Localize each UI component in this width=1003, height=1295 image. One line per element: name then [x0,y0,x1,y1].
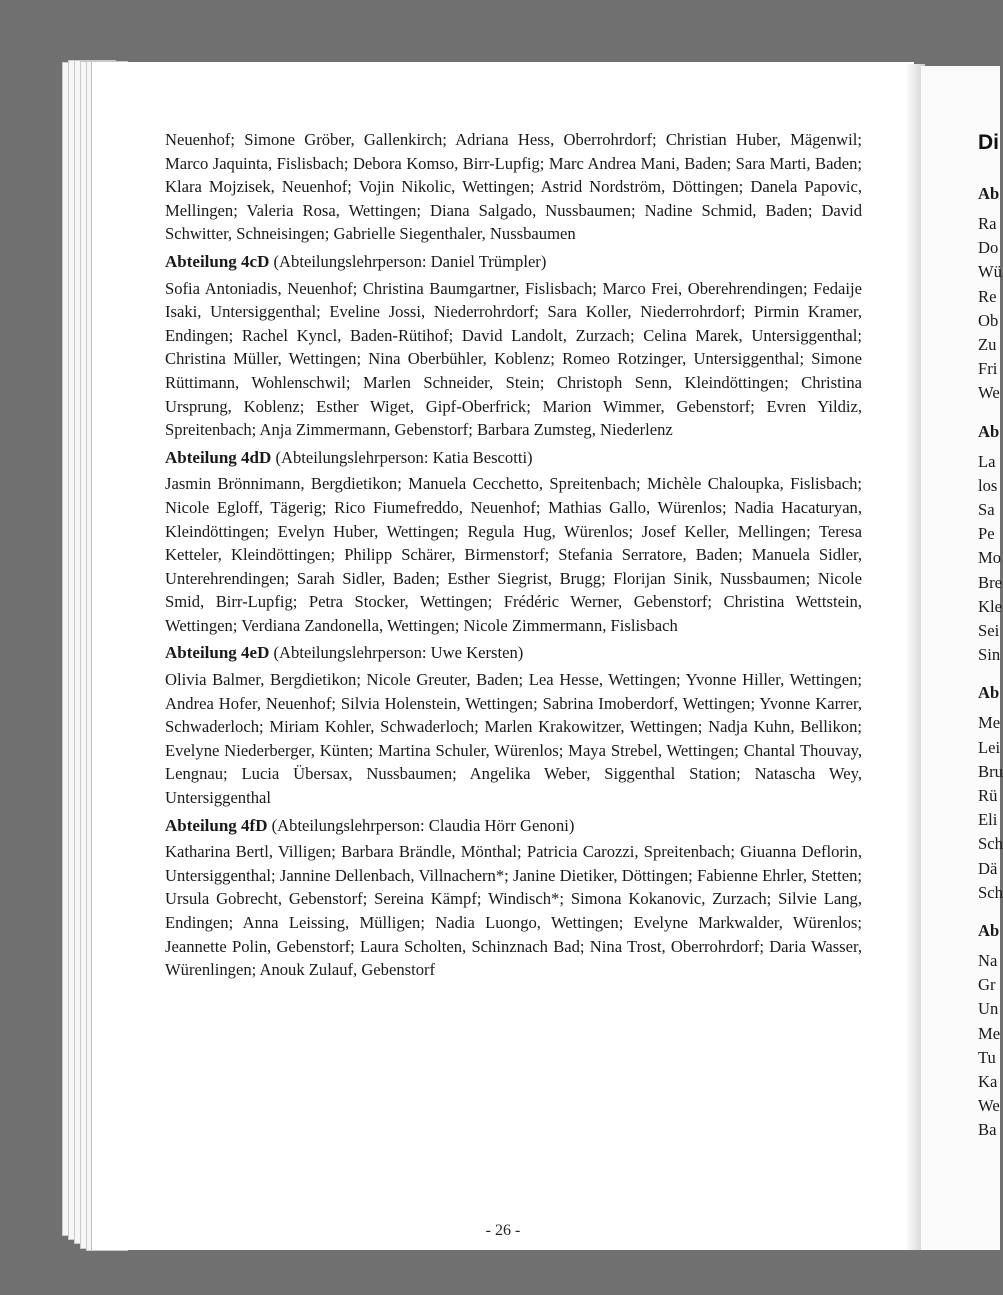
right-page-title: Di [978,131,999,154]
section-student-list: Jasmin Brönnimann, Bergdietikon; Manuela Cecchetto, Spreitenbach; Michèle Chaloupka, Fislisbach; Nicole Egloff, Tägerig; Rico Fiumefreddo, Neuenhof; Mathias Gallo, Würenlos; Nadia Hacaturyan, Kleindöttingen; Evelyn Huber, Wettingen; Regula Hug, Würenlos; Josef Keller, Mellingen; Teresa Ketteler, Kleindöttingen; Philipp Schärer, Birmenstorf; Stefania Serratore, Baden; Manuela Sidler, Unterehrendingen; Sarah Sidler, Baden; Esther Siegrist, Brugg; Florijan Sinik, Nussbaumen; Nicole Smid, Birr-Lupfig; Petra Stocker, Wettingen; Frédéric Werner, Gebenstorf; Christina Wettstein, Wettingen; Verdiana Zandonella, Wettingen; Nicole Zimmermann, Fislisbach [165,474,862,635]
right-page-line-fragment: Gr [978,975,996,995]
section-label: Abteilung 4eD [165,643,270,663]
right-page-line-fragment: Mo [978,548,1002,568]
right-page [921,66,1003,1250]
section-teacher: (Abteilungslehrperson: Uwe Kersten) [273,643,524,663]
right-page-line-fragment: Pe [978,524,995,544]
right-page-line-fragment: Zu [978,335,997,354]
right-page-line-fragment: Ob [978,310,999,330]
right-page-line-fragment: Tu [978,1047,996,1067]
right-page-line-fragment: Wü [978,262,1002,282]
right-page-line-fragment: Ba [978,1120,997,1140]
right-page-line-fragment: Ra [978,214,997,233]
right-page-line-fragment: Fri [978,359,998,379]
right-page-line-fragment: Me [978,713,1001,733]
section-label: Abteilung 4dD [165,447,272,467]
right-page-line-fragment: Eli [978,810,998,830]
left-page-content [165,128,862,982]
right-page-line-fragment: Re [978,286,997,306]
section-student-list: Sofia Antoniadis, Neuenhof; Christina Baumgartner, Fislisbach; Marco Frei, Oberehrendingen; Fedaije Isaki, Untersiggenthal; Eveline Jossi, Niederrohrdorf; Sara Koller, Niederrohrdorf; Pirmin Kramer, Endingen; Rachel Kyncl, Baden-Rütihof; David Landolt, Zurzach; Celina Marek, Untersiggenthal; Christina Müller, Wettingen; Nina Oberbühler, Koblenz; Romeo Rotzinger, Untersiggenthal; Simone Rüttimann, Wohlenschwil; Marlen Schneider, Stein; Christoph Senn, Kleindöttingen; Christina Ursprung, Koblenz; Esther Wiget, Gipf-Oberfrick; Marion Wimmer, Gebenstorf; Evren Yildiz, Spreitenbach; Anja Zimmermann, Gebenstorf; Barbara Zumsteg, Niederlenz [165,278,862,440]
intro-paragraph: Neuenhof; Simone Gröber, Gallenkirch; Adriana Hess, Oberrohrdorf; Christian Huber, Mägenwil; Marco Jaquinta, Fislisbach; Debora Komso, Birr-Lupfig; Marc Andrea Mani, Baden; Sara Marti, Baden; Klara Mojzisek, Neuenhof; Vojin Nikolic, Wettingen; Astrid Nordström, Döttingen; Danela Papovic, Mellingen; Valeria Rosa, Wettingen; Diana Salgado, Nussbaumen; Nadine Schmid, Baden; David Schwitter, Schneisingen; Gabrielle Siegenthaler, Nussbaumen [165,130,862,244]
right-page-line-fragment: Sch [978,834,1003,854]
section-4cd [165,250,862,442]
right-page-line-fragment: Lei [978,737,1001,757]
right-page-line-fragment: Me [978,1023,1001,1043]
right-page-line-fragment: Kle [978,596,1002,616]
section-teacher: (Abteilungslehrperson: Daniel Trümpler) [273,251,547,271]
section-4fd [165,814,862,982]
section-teacher: (Abteilungslehrperson: Katia Bescotti) [275,447,533,467]
right-page-line-fragment: Dä [978,858,998,878]
right-page-line-fragment: Un [978,999,999,1019]
section-student-list: Katharina Bertl, Villigen; Barbara Brändle, Mönthal; Patricia Carozzi, Spreitenbach; Giuanna Deflorin, Untersiggenthal; Jannine Dellenbach, Villnachern*; Janine Dietiker, Döttingen; Fabienne Ehrler, Stetten; Ursula Gobrecht, Gebenstorf; Sereina Kämpf; Windisch*; Simona Kokanovic, Zurzach; Silvie Lang, Endingen; Anna Leissing, Mülligen; Nadia Luongo, Wettingen; Evelyne Markwalder, Würenlos; Jeannette Polin, Gebenstorf; Laura Scholten, Schinznach Bad; Nina Trost, Oberrohrdorf; Daria Wasser, Würenlingen; Anouk Zulauf, Gebenstorf [165,842,862,980]
right-page-line-fragment: Ka [978,1072,998,1091]
section-teacher: (Abteilungslehrperson: Claudia Hörr Genoni) [271,815,575,835]
section-heading [165,446,862,470]
right-page-heading-fragment: Ab [978,683,1000,703]
page-number: - 26 - [485,1222,521,1239]
right-page-line-fragment: Bru [978,761,1003,781]
right-page-line-fragment: los [978,475,998,495]
right-page-line-fragment: Sch [978,882,1003,902]
section-4ed [165,641,862,809]
section-heading [165,641,862,665]
section-4dd [165,446,862,638]
right-page-line-fragment: We [978,1096,1000,1116]
right-page-heading-fragment: Ab [978,921,1000,940]
right-page-heading-fragment: Ab [978,184,1000,203]
section-label: Abteilung 4fD [165,815,268,835]
right-page-line-fragment: Do [978,238,999,258]
right-page-line-fragment: Sa [978,500,995,519]
section-heading [165,250,862,274]
section-label: Abteilung 4cD [165,251,270,271]
section-heading [165,814,862,838]
section-student-list: Olivia Balmer, Bergdietikon; Nicole Greuter, Baden; Lea Hesse, Wettingen; Yvonne Hiller, Wettingen; Andrea Hofer, Neuenhof; Silvia Holenstein, Wettingen; Sabrina Imoberdorf, Wettingen; Yvonne Karrer, Schwaderloch; Miriam Kohler, Schwaderloch; Marlen Krakowitzer, Wettingen; Nadja Kuhn, Bellikon; Evelyne Niederberger, Künten; Martina Schuler, Würenlos; Maya Strebel, Wettingen; Chantal Thouvay, Lengnau; Lucia Übersax, Nussbaumen; Angelika Weber, Siggenthal Station; Natascha Wey, Untersiggenthal [165,670,862,808]
right-page-heading-fragment: Ab [978,421,1000,441]
right-page-line-fragment: La [978,451,996,471]
right-page-line-fragment: Bre [978,572,1002,592]
right-page-line-fragment: Sei [978,621,1000,640]
right-page-line-fragment: Na [978,951,998,970]
right-page-line-fragment: Rü [978,786,998,805]
right-page-line-fragment: Sin [978,645,1001,665]
right-page-line-fragment: We [978,383,1000,403]
